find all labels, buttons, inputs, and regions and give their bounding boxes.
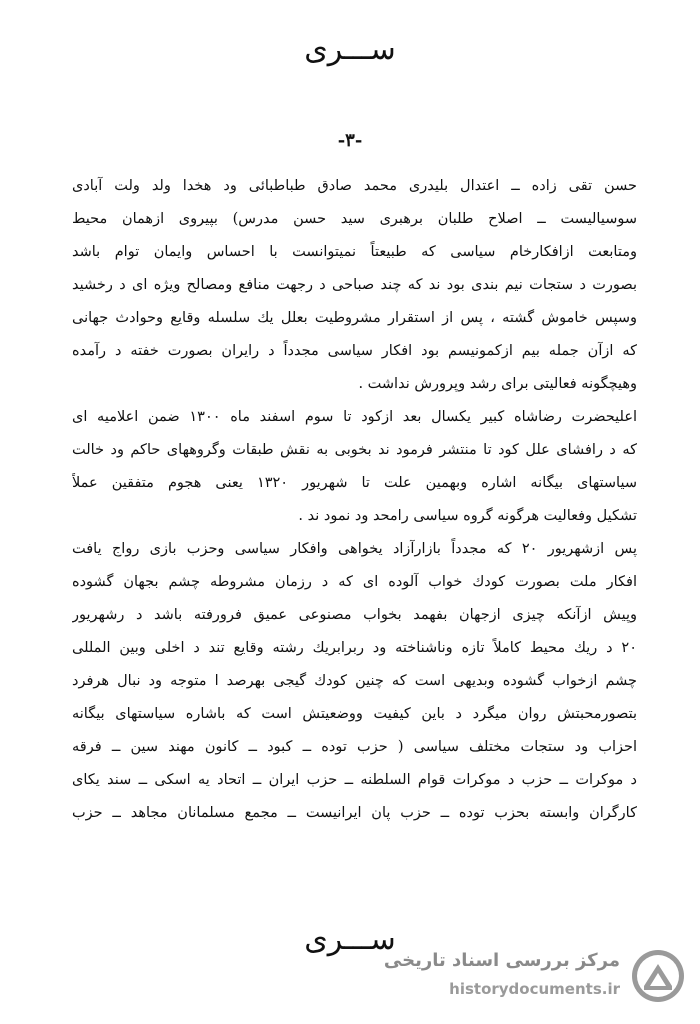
page-number: -۳- (337, 130, 363, 151)
text-line: اعلیحضرت رضاشاه کبیر یکسال بعد ازکود تا سوم اسفند ماه ۱۳۰۰ ضمن اعلامیه ای (72, 409, 637, 425)
text-line: بتصورمحبتش روان میگرد د باین کیفیت ووضعیتش است که باشاره سیاستهای بیگانه (72, 706, 637, 722)
watermark-url: historydocuments.ir (449, 980, 620, 998)
text-line: حسن تقی زاده ــ اعتدال بلیدری محمد صادق طباطبائی ود هخدا ولد ولت آبادی (72, 178, 637, 194)
archive-watermark (383, 944, 686, 1014)
text-line: تشکیل وفعالیت هرگونه گروه سیاسی رامحد ود نمود ند . (298, 508, 637, 524)
text-line: سیاستهای بیگانه اشاره وبهمین علت تا شهریور ۱۳۲۰ یعنی هجوم متفقین عملاً (72, 475, 637, 491)
text-line: د موکرات ــ حزب د موکرات قوام السلطنه ــ حزب ایران ــ اتحاد یه اسکی ــ سند یکای (72, 772, 637, 788)
text-line: ومتابعت ازافکارخام سیاسی که طبیعتاً نمیتوانست با احساس وایمان توام باشد (72, 244, 637, 260)
text-line: احزاب ود ستجات مختلف سیاسی ( حزب توده ــ کبود ــ کانون مهند سین ــ فرقه (72, 739, 637, 755)
text-line: سوسیالیست ــ اصلاح طلبان برهبری سید حسن مدرس) بپیروی ازهمان محیط (72, 211, 637, 227)
text-line: چشم ازخواب گشوده وبدیهی است که چنین کودك گیجی بهرصد ا متوجه ود نبال هرفرد (72, 673, 637, 689)
text-line: که د رافشای علل کود تا منتشر فرمود ند بخوبی به نقش طبقات وگروههای حاکم ود خالت (72, 442, 637, 458)
book-emblem-icon (630, 948, 686, 1004)
text-line: افکار ملت بصورت کودك خواب آلوده ای که د رزمان مشروطه چشم بجهان گشوده (72, 574, 637, 590)
text-line: ۲۰ د ریك محیط کاملاً تازه وناشناخته ود ربرابریك رشته وقایع تند د اخلی وبین المللی (72, 640, 637, 656)
text-line: وپیش ازآنکه چیزی ازجهان بفهمد بخواب مصنوعی عمیق فرورفته باشد د رشهریور (72, 607, 637, 623)
classification-stamp-top: ســـرى (304, 32, 396, 67)
text-line: که ازآن جمله بیم ازکمونیسم بود افکار سیاسی مجدداً د رایران بصورت خفته د رآمده (72, 343, 637, 359)
classification-stamp-bottom: ســـرى (304, 922, 396, 957)
text-line: کارگران وابسته بحزب توده ــ حزب پان ایرانیست ــ مجمع مسلمانان مجاهد ــ حزب (72, 805, 637, 821)
text-line: وهیچگونه فعالیتی برای رشد وپرورش نداشت . (358, 376, 637, 392)
text-line: وسپس خاموش گشته ، پس از استقرار مشروطیت بعلل یك سلسله وقایع وحوادث جهانی (72, 310, 637, 326)
text-line: پس ازشهریور ۲۰ که مجدداً بازارآزاد یخواهی وافکار سیاسی وحزب بازی رواج یافت (72, 541, 637, 557)
document-body (72, 170, 637, 830)
watermark-title: مرکز بررسی اسناد تاریخی (383, 950, 620, 971)
text-line: بصورت د ستجات نیم بندی بود ند که چند صباحی د رجهت منافع ومصالح ویژه ای د رخشید (72, 277, 637, 293)
